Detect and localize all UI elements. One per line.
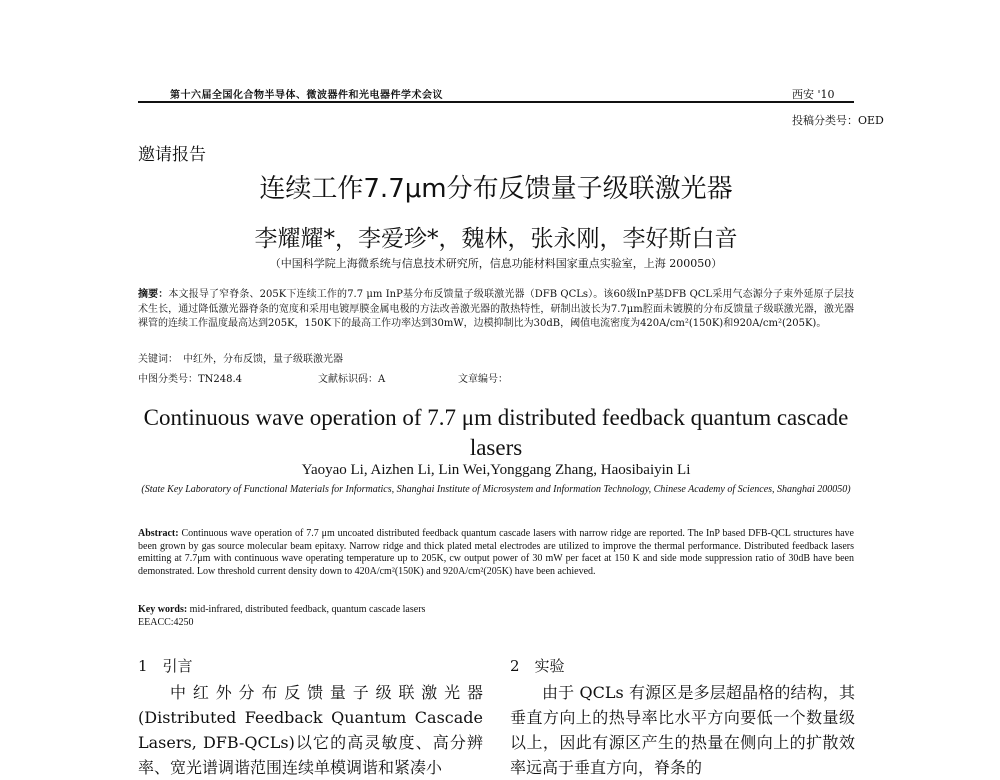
conference-header: 第十六届全国化合物半导体、微波器件和光电器件学术会议 [170,90,443,101]
section-2-body [510,680,855,777]
abstract-english-text: Continuous wave operation of 7.7 μm uncoated distributed feedback quantum cascade lasers with narrow ridge are reported. The InP based DFB-QCL structures have been grown by gas source molecular beam epitaxy. Narrow ridge and thick plated metal electrodes are utilized to improve the thermal performance. Distributed feedback lasers emitting at 7.7μm with continuous wave operating temperature up to 205K, cw output power of 30 mW per facet at 150 K and side mode suppression ratio of 30dB have been demonstrated. Low threshold current density down to 420A/cm²(150K) and 920A/cm²(205K) have been achieved. [138,528,855,577]
clc-number: 中图分类号：TN248.4 [138,374,243,385]
affiliation-english: (State Key Laboratory of Functional Materials for Informatics, Shanghai Institute of Microsystem and Information Technology, Chinese Academy of Sciences, Shanghai 200050) [141,484,851,495]
authors-english: Yaoyao Li, Aizhen Li, Lin Wei,Yonggang Zhang, Haosibaiyin Li [301,462,691,478]
section-2-heading: 2 实验 [510,657,565,675]
section-2-paragraph: 由于 QCLs 有源区是多层超晶格的结构，其垂直方向上的热导率比水平方向要低一个数量级以上，因此有源区产生的热量在侧向上的扩散效率远高于垂直方向，脊条的 [510,683,855,777]
keywords-english-label: Key words: [138,604,188,615]
keywords-english [138,604,425,615]
keywords-english-text: mid-infrared, distributed feedback, quantum cascade lasers [189,604,426,615]
location-year: 西安 '10 [792,88,835,101]
affiliation-chinese: （中国科学院上海微系统与信息技术研究所，信息功能材料国家重点实验室，上海 200050） [269,257,723,270]
header-rule [138,101,854,103]
submission-classification: 投稿分类号：OED [792,114,884,127]
abstract-english [138,528,854,578]
eeacc-code: EEACC:4250 [138,617,194,628]
document-code: 文献标识码：A [318,374,386,385]
abstract-chinese-label: 摘要： [138,289,169,300]
section-1-heading: 1 引言 [138,657,193,675]
classification-line [138,370,854,385]
abstract-english-label: Abstract: [138,528,179,539]
authors-chinese: 李耀耀*，李爱珍*，魏林，张永刚，李好斯白音 [254,226,738,252]
title-chinese: 连续工作7.7μm分布反馈量子级联激光器 [259,174,733,204]
abstract-chinese-text: 本文报导了窄脊条、205K下连续工作的7.7 μm InP基分布反馈量子级联激光器（DFB QCLs）。该60级InP基DFB QCL采用气态源分子束外延原子层技术生长，通过降低激光器脊条的宽度和采用电镀厚膜金属电极的方法改善激光器的散热特性，研制出波长为7.7μm腔面未镀膜的分布反馈量子级联激光器，激光器裸管的连续工作温度最高达到205K，150K下的最高工作功率达到30mW，边模抑制比为30dB，阈值电流密度为420A/cm²(150K)和920A/cm²(205K)。 [138,289,855,329]
abstract-chinese [138,288,854,332]
invited-report-label: 邀请报告 [138,145,206,165]
title-english: Continuous wave operation of 7.7 μm distributed feedback quantum cascade lasers [143,405,849,460]
article-number: 文章编号： [458,374,508,385]
section-1-body [138,680,483,777]
keywords-chinese: 关键词： 中红外，分布反馈，量子级联激光器 [138,354,343,365]
section-1-paragraph: 中红外分布反馈量子级联激光器(Distributed Feedback Quantum Cascade Lasers, DFB-QCLs)以它的高灵敏度、高分辨率、宽光谱调谐范围连续单模调谐和紧凑小 [138,683,483,777]
